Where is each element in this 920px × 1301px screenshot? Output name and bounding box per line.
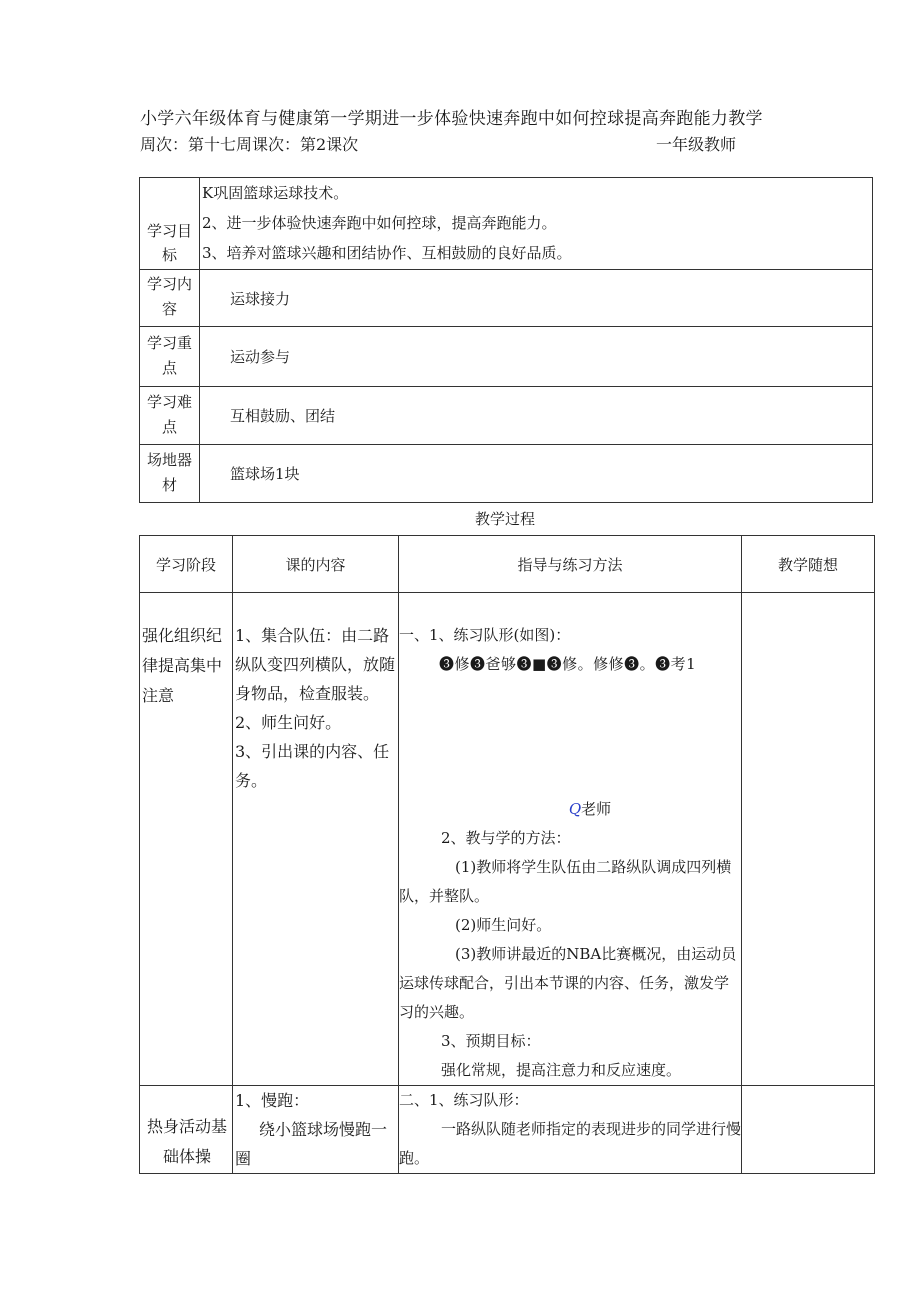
method-line xyxy=(399,940,741,1027)
content-item: 1、慢跑： xyxy=(235,1091,310,1110)
header-reflection: 教学随想 xyxy=(742,536,875,593)
content-value: 运球接力 xyxy=(200,270,873,327)
method-text: 一路纵队随老师指定的表现进步的同学进行慢跑。 xyxy=(399,1120,742,1167)
goal-item: 3、培养对篮球兴趣和团结协作、互相鼓励的良好品质。 xyxy=(202,244,572,262)
method-line xyxy=(399,853,741,911)
stage-text: 强化组织纪律提高集中注意 xyxy=(142,626,223,705)
table-row xyxy=(140,1086,875,1174)
stage-cell xyxy=(140,1086,233,1174)
week-lesson: 周次：第十七周课次：第2课次 xyxy=(140,135,359,154)
lesson-info-table xyxy=(139,177,873,503)
venue-label: 场地器材 xyxy=(140,445,200,503)
grade-teacher: 一年级教师 xyxy=(656,135,737,154)
focus-value: 运动参与 xyxy=(200,327,873,387)
method-line xyxy=(399,1115,741,1173)
method-line: 2、教与学的方法： xyxy=(441,829,571,847)
difficulty-value: 互相鼓励、团结 xyxy=(200,387,873,445)
process-table xyxy=(139,535,875,1174)
content-cell xyxy=(233,1086,399,1174)
stage-cell xyxy=(140,593,233,1086)
method-line: 3、预期目标： xyxy=(441,1032,541,1050)
teacher-marker xyxy=(399,795,741,824)
focus-label: 学习重点 xyxy=(140,327,200,387)
method-line: 一、1、练习队形(如图)： xyxy=(399,626,571,644)
formation-diagram: ❸修❸爸够❸■❸修。修修❸。❸考1 xyxy=(439,655,697,673)
goal-item: 2、进一步体验快速奔跑中如何控球，提高奔跑能力。 xyxy=(202,214,557,232)
goals-cell xyxy=(200,178,873,270)
stage-text: 热身活动基础体操 xyxy=(146,1117,227,1166)
difficulty-label: 学习难点 xyxy=(140,387,200,445)
content-item: 2、师生问好。 xyxy=(235,713,342,732)
method-line: 强化常规，提高注意力和反应速度。 xyxy=(441,1061,682,1079)
teacher-label: 老师 xyxy=(581,800,612,818)
header-stage: 学习阶段 xyxy=(140,536,233,593)
content-item: 1、集合队伍：由二路纵队变四列横队，放随身物品，检查服装。 xyxy=(235,626,396,703)
method-line: 二、1、练习队形： xyxy=(399,1091,529,1109)
venue-value: 篮球场1块 xyxy=(200,445,873,503)
reflection-cell xyxy=(742,1086,875,1174)
goal-item: K巩固篮球运球技术。 xyxy=(202,184,349,202)
teacher-q-icon: Q xyxy=(568,800,582,818)
method-cell xyxy=(399,593,742,1086)
table-row xyxy=(140,593,875,1086)
method-cell xyxy=(399,1086,742,1174)
content-label: 学习内容 xyxy=(140,270,200,327)
content-item: 绕小篮球场慢跑一圈 xyxy=(235,1120,388,1168)
method-line: (2)师生问好。 xyxy=(455,916,552,934)
goals-label: 学习目标 xyxy=(140,178,200,270)
page-title: 小学六年级体育与健康第一学期进一步体验快速奔跑中如何控球提高奔跑能力教学 xyxy=(140,109,763,129)
method-text: (3)教师讲最近的NBA比赛概况，由运动员运球传球配合，引出本节课的内容、任务，激发学习的兴趣。 xyxy=(399,945,737,1021)
content-item: 3、引出课的内容、任务。 xyxy=(235,742,390,790)
header-content: 课的内容 xyxy=(233,536,399,593)
content-cell xyxy=(233,593,399,1086)
process-title: 教学过程 xyxy=(474,510,535,528)
reflection-cell xyxy=(742,593,875,1086)
method-text: (1)教师将学生队伍由二路纵队调成四列横队，并整队。 xyxy=(399,858,732,905)
header-method: 指导与练习方法 xyxy=(399,536,742,593)
